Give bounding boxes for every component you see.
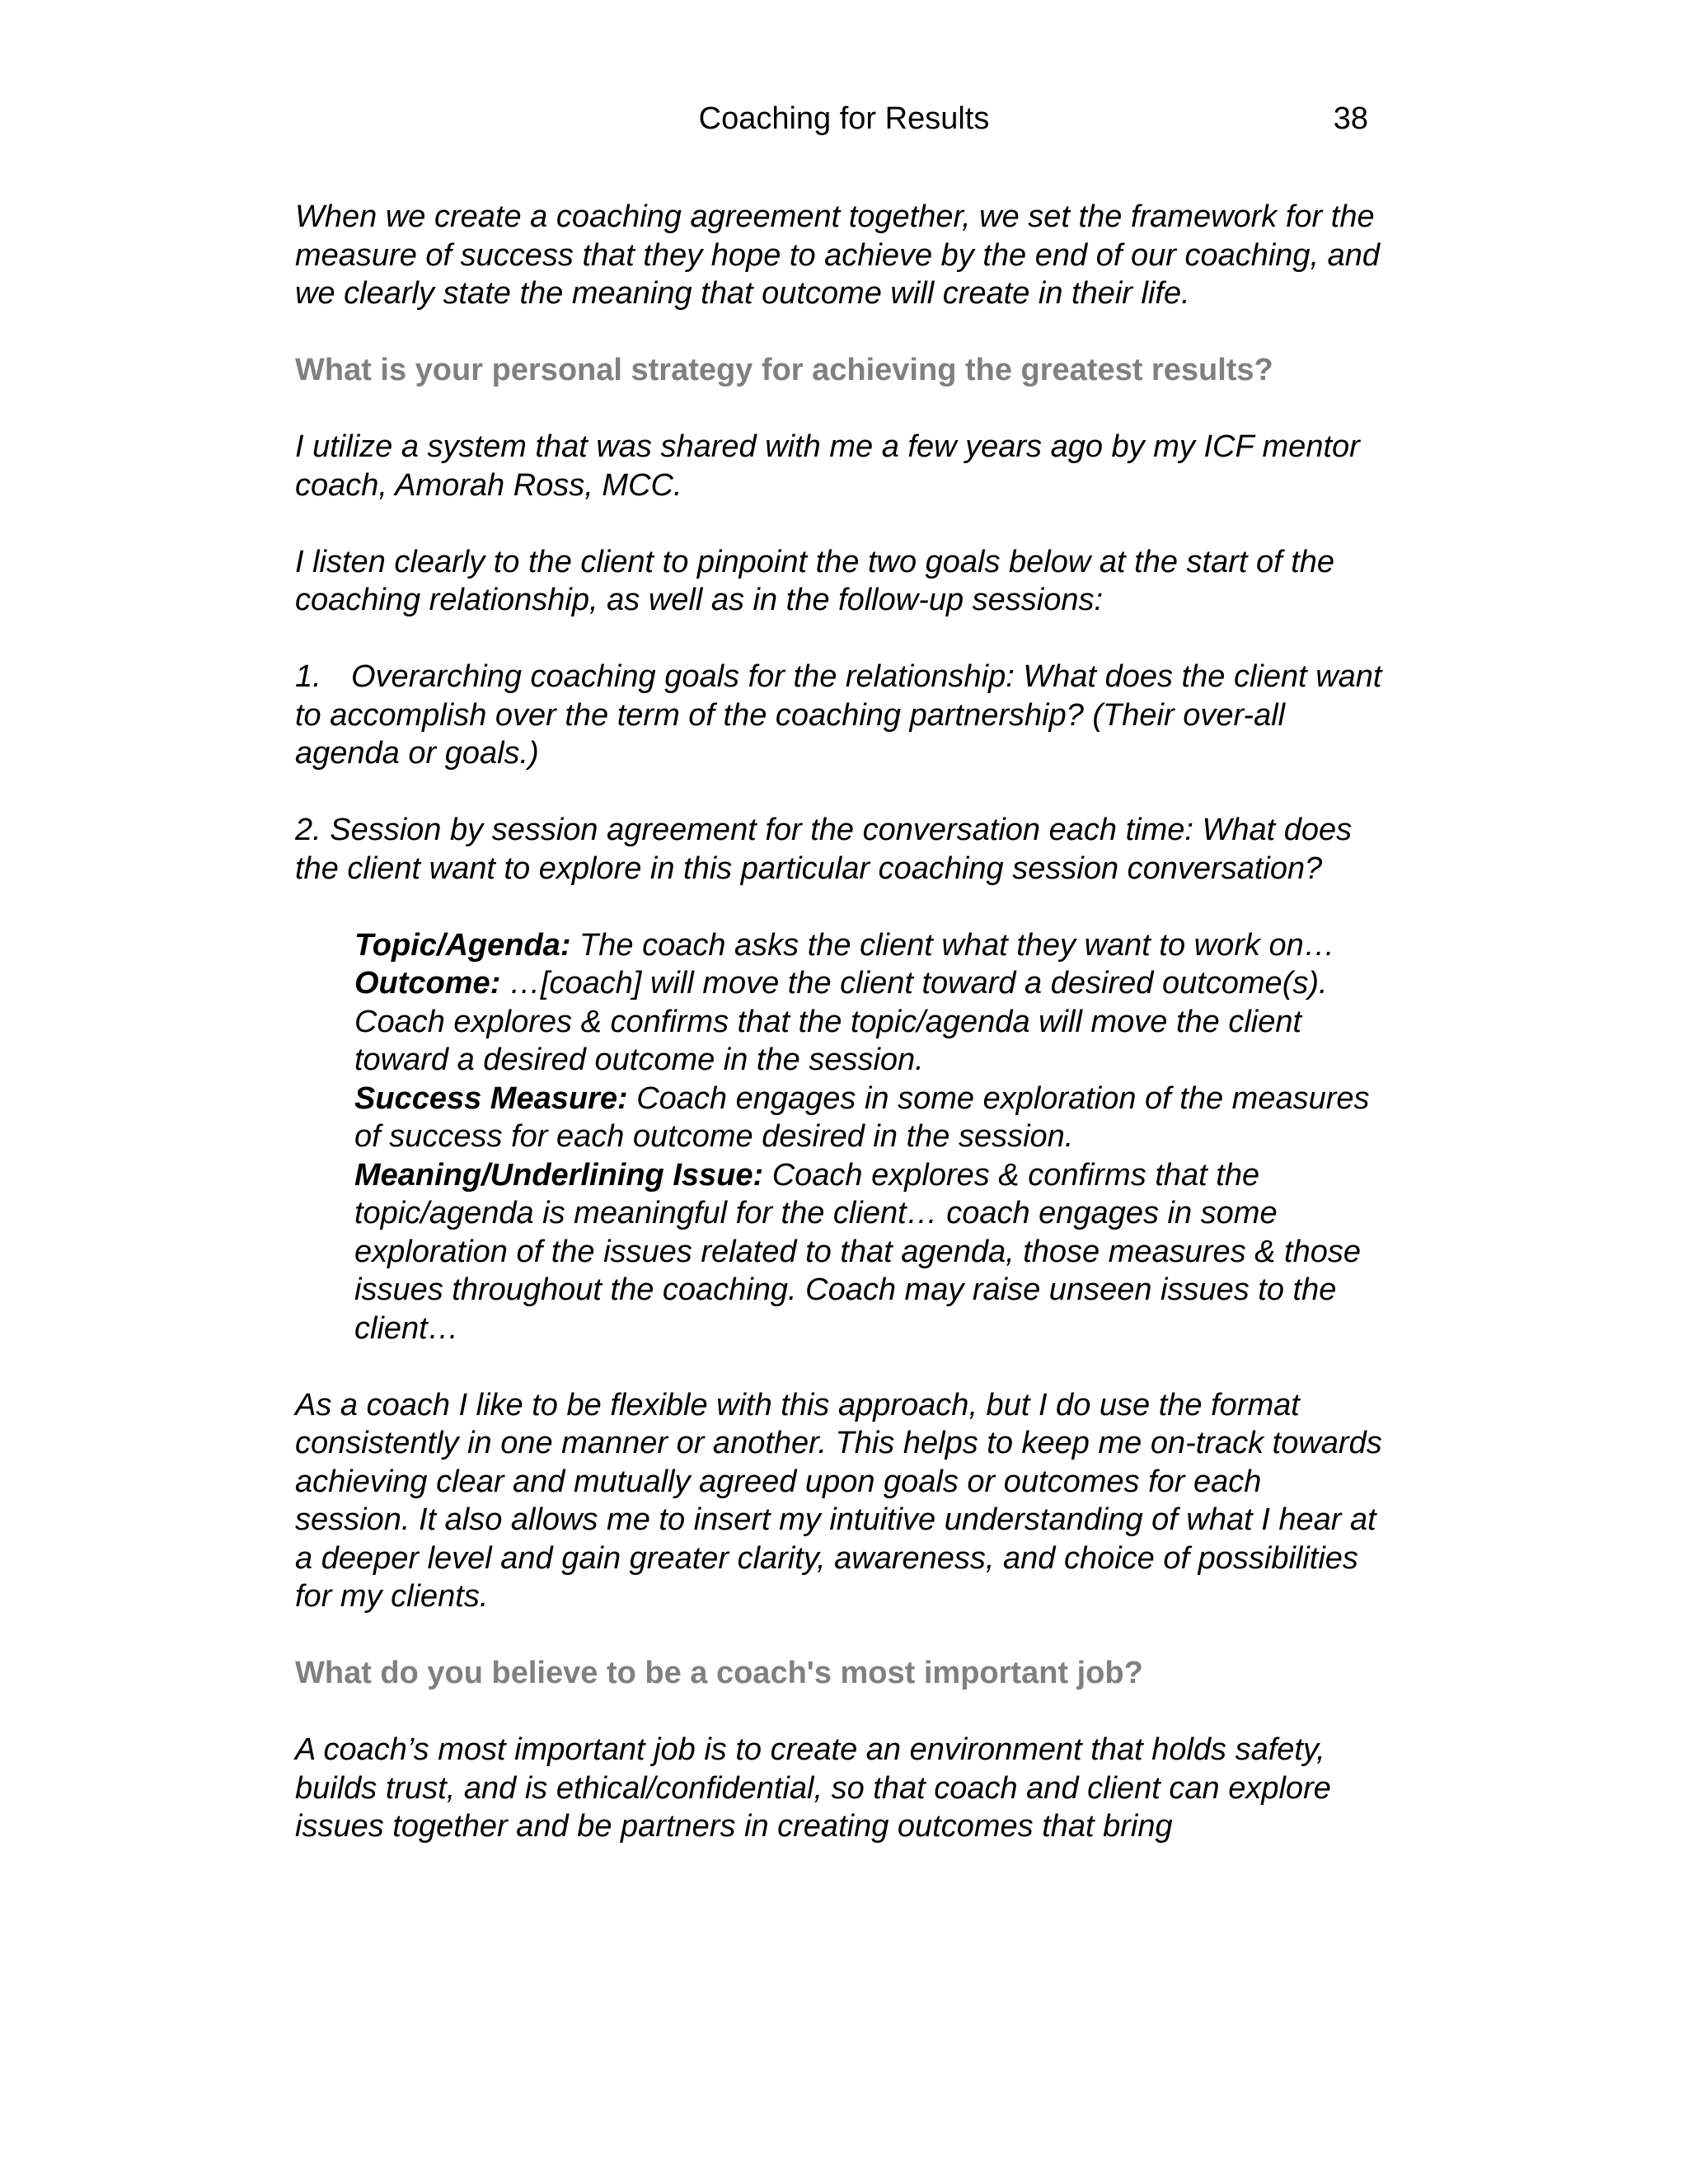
term-description: Coach engages in some exploration of the measures of success for each outcome desired in the session. <box>354 1080 1370 1154</box>
numbered-item-1 <box>295 658 1383 773</box>
term-label: Topic/Agenda: <box>354 927 571 963</box>
paragraph-coach-job: A coach’s most important job is to create an environment that holds safety, builds trust, and is ethical/confidential, so that coach and client can explore issues together and be partners in creating outcomes that bring <box>295 1732 1331 1844</box>
paragraph-flexible-approach: As a coach I like to be flexible with this approach, but I do use the format consistently in one manner or another. This helps to keep me on-track towards achieving clear and mutually agreed upon goals or outcomes for each session. It also allows me to insert my intuitive understanding of what I hear at a deeper level and gain greater clarity, awareness, and choice of possibilities for my clients. <box>295 1387 1382 1614</box>
term-description: Coach explores & confirms that the topic/agenda is meaningful for the client… coach engages in some exploration of the issues related to that agenda, those measures & those issues throughout the coaching. Coach may raise unseen issues to the client… <box>354 1157 1361 1346</box>
term-description: The coach asks the client what they want to work on… <box>570 927 1335 963</box>
term-description: …[coach] will move the client toward a desired outcome(s). Coach explores & confirms that the topic/agenda will move the client toward a desired outcome in the session. <box>354 966 1328 1077</box>
page-body <box>295 198 1383 1884</box>
term-label: Outcome: <box>354 966 501 1001</box>
question-most-important-job: What do you believe to be a coach's most important job? <box>295 1656 1143 1690</box>
list-item-topic-agenda <box>354 926 1383 965</box>
list-item-success-measure <box>354 1080 1383 1156</box>
page-number: 38 <box>1333 101 1368 136</box>
running-title: Coaching for Results <box>698 101 990 136</box>
item-number: 1. <box>295 659 321 694</box>
agreement-components-list <box>354 926 1383 1348</box>
list-item-meaning <box>354 1156 1383 1348</box>
list-item-outcome <box>354 964 1383 1080</box>
page-header <box>0 97 1688 140</box>
numbered-item-2: 2. Session by session agreement for the conversation each time: What does the client want to explore in this particular coaching session conversation? <box>295 813 1353 886</box>
paragraph-two-goals: I listen clearly to the client to pinpoint the two goals below at the start of the coaching relationship, as well as in the follow-up sessions: <box>295 544 1335 617</box>
question-personal-strategy: What is your personal strategy for achieving the greatest results? <box>295 353 1273 387</box>
paragraph-coaching-agreement: When we create a coaching agreement together, we set the framework for the measure of success that they hope to achieve by the end of our coaching, and we clearly state the meaning that outcome will create in their life. <box>295 199 1381 311</box>
item-text: Overarching coaching goals for the relationship: What does the client want to accomplish over the term of the coaching partnership? (Their over-all agenda or goals.) <box>295 659 1382 771</box>
paragraph-icf-mentor: I utilize a system that was shared with me a few years ago by my ICF mentor coach, Amorah Ross, MCC. <box>295 429 1360 503</box>
term-label: Meaning/Underlining Issue: <box>354 1157 764 1193</box>
term-label: Success Measure: <box>354 1080 628 1116</box>
